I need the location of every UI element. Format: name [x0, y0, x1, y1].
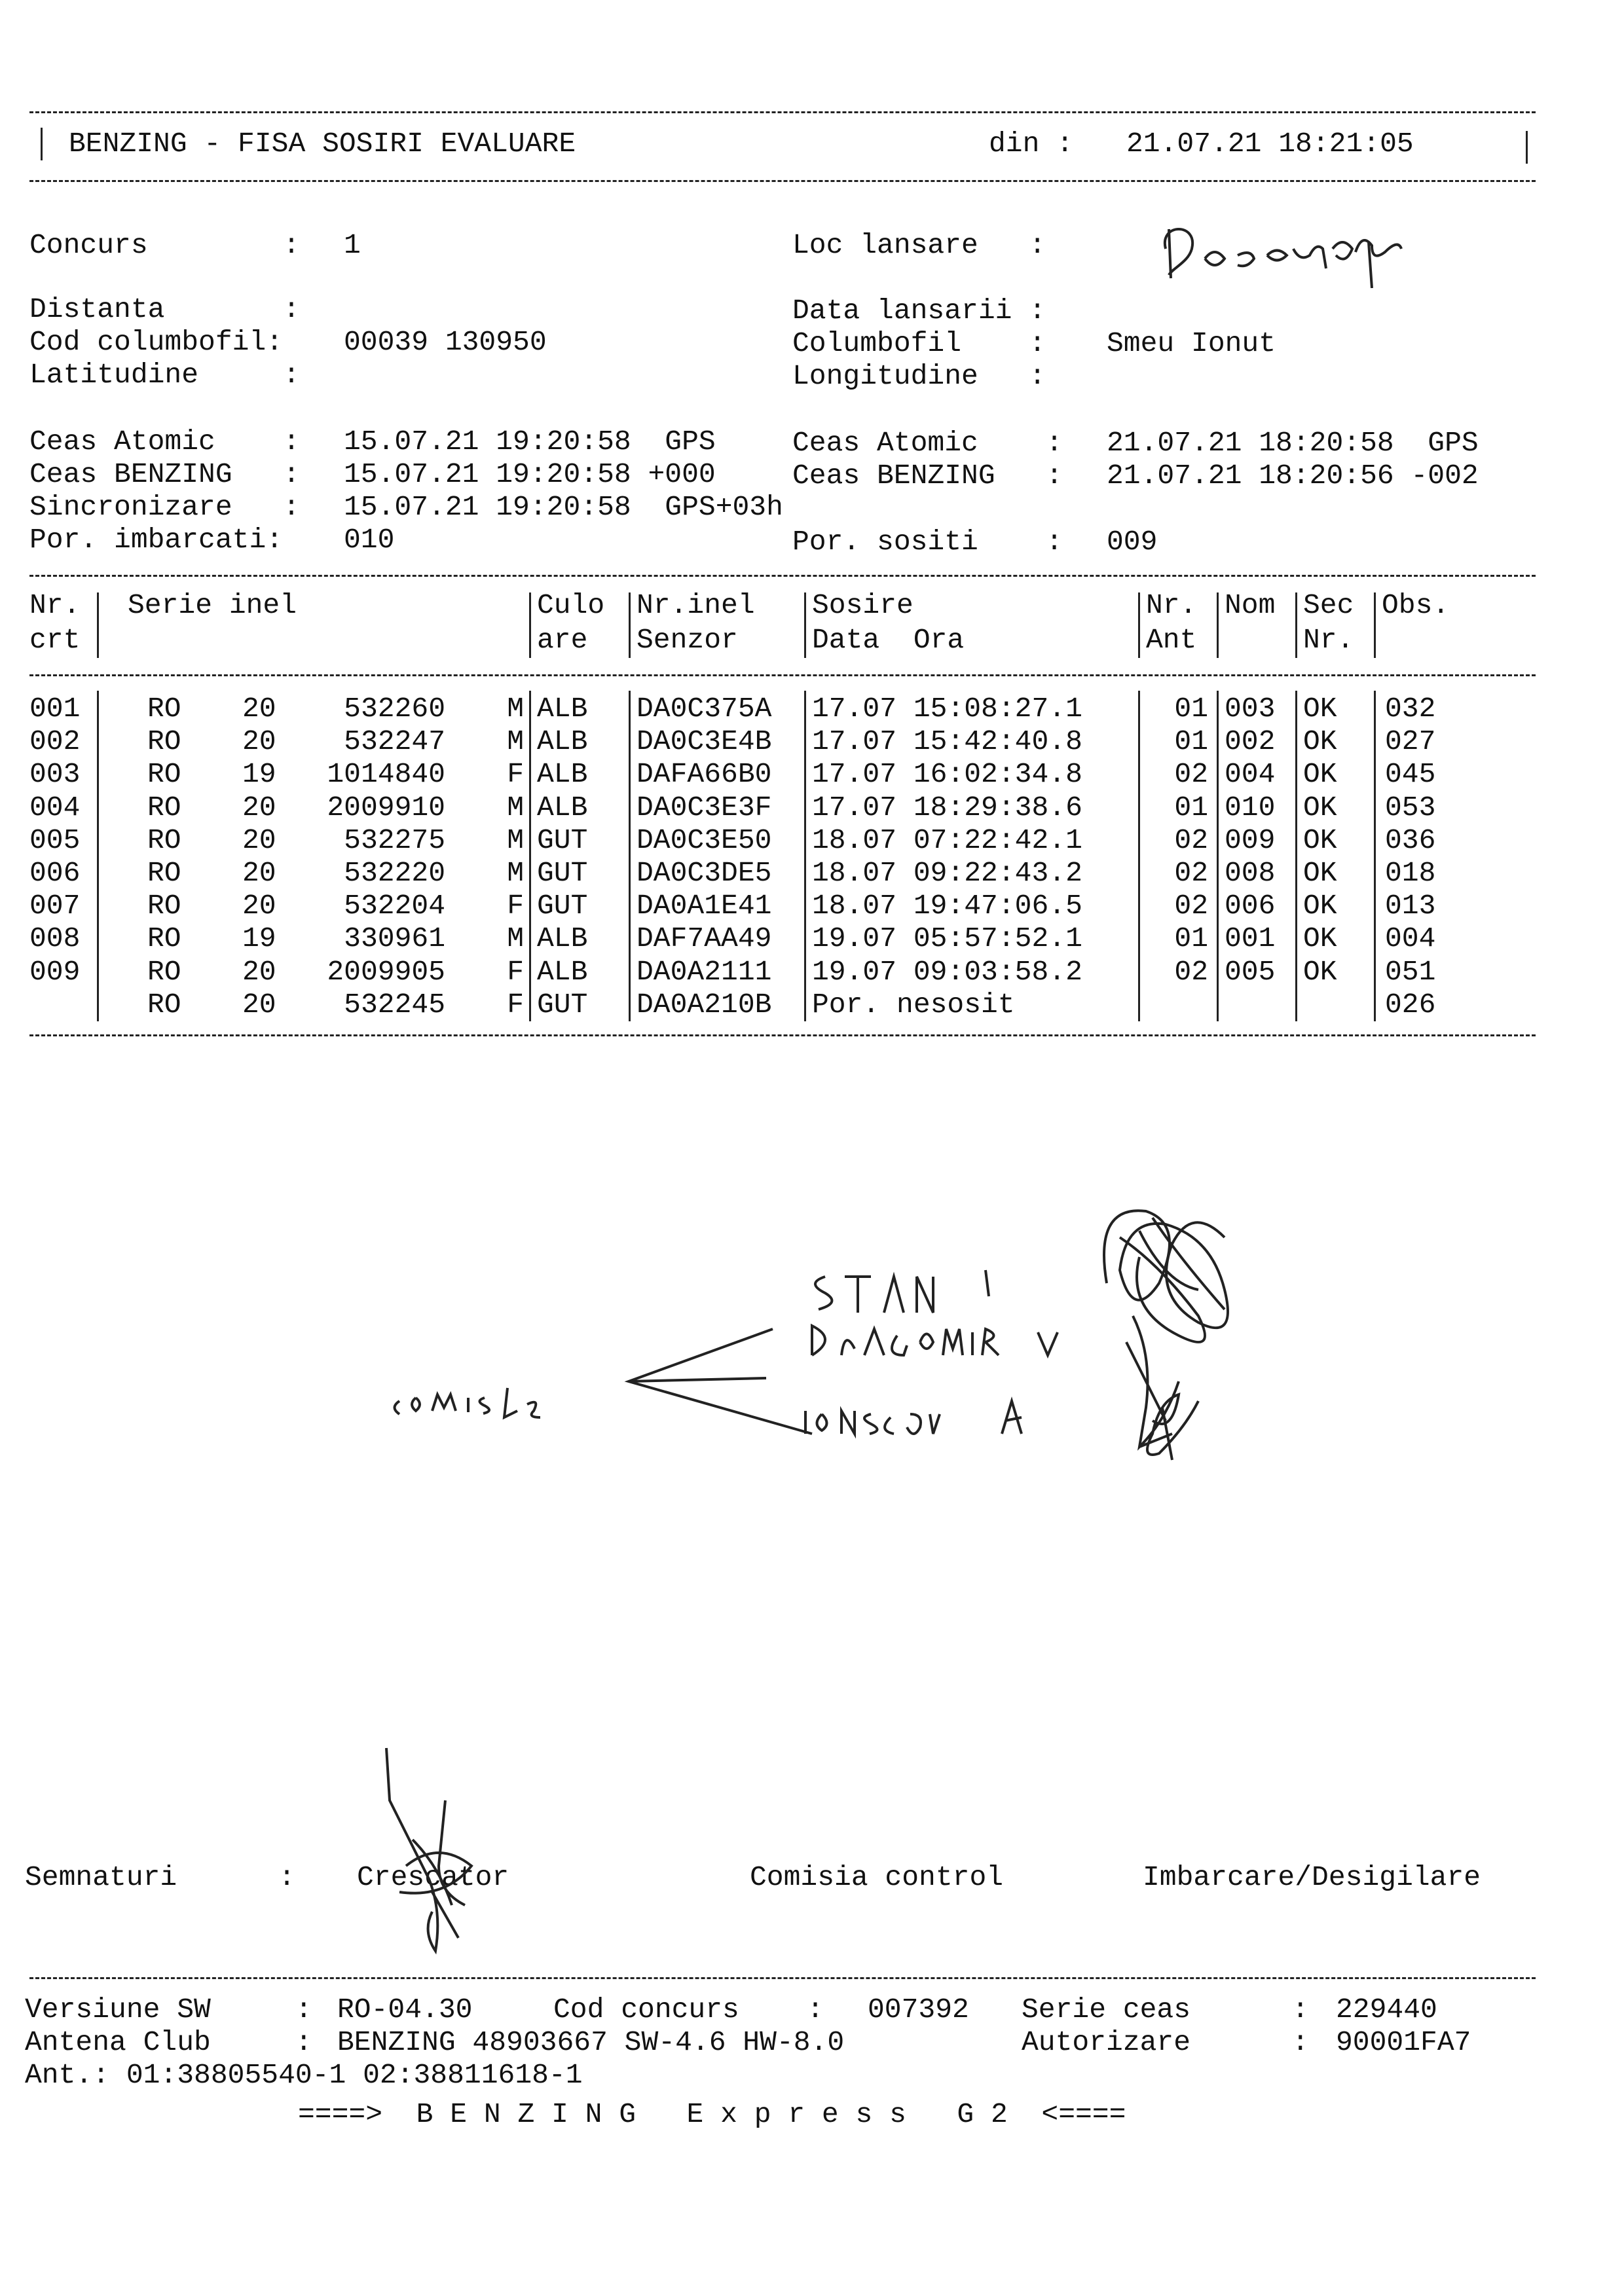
data-lansarii-label: Data lansarii : — [792, 295, 1046, 327]
cell-sex: F — [507, 758, 524, 791]
cod-columbofil-label: Cod columbofil: — [29, 326, 284, 358]
cell-country: RO — [147, 955, 181, 988]
antena-club-label: Antena Club : — [25, 2026, 312, 2058]
cell-crt: 006 — [29, 857, 81, 889]
col-header-sec-nr: Nr. — [1303, 624, 1354, 656]
cell-country: RO — [147, 791, 181, 824]
cell-ring: 532260 — [344, 693, 445, 725]
serie-ceas-label: Serie ceas : — [1022, 1994, 1309, 2026]
cell-sex: M — [507, 824, 524, 856]
cell-ant: 02 — [1174, 955, 1208, 988]
header-top-rule — [29, 111, 1536, 113]
por-sositi-label: Por. sositi : — [792, 526, 1063, 558]
cell-year: 20 — [242, 890, 276, 922]
cell-crt: 005 — [29, 824, 81, 856]
cell-nom: 005 — [1225, 955, 1276, 988]
col-header-data-ora: Data Ora — [812, 624, 965, 656]
cell-crt: 007 — [29, 890, 81, 922]
col-sep — [529, 691, 531, 1021]
cell-sensor: DA0A210B — [637, 988, 772, 1021]
cell-crt: 008 — [29, 922, 81, 955]
serie-ceas-value: 229440 — [1336, 1994, 1437, 2026]
cell-ant: 02 — [1174, 824, 1208, 856]
col-header-nr-inel: Nr.inel — [637, 589, 755, 621]
cell-sec: OK — [1303, 890, 1337, 922]
cell-sex: M — [507, 791, 524, 824]
cod-columbofil-value: 00039 130950 — [344, 326, 547, 358]
cell-arrival: 17.07 15:08:27.1 — [812, 693, 1082, 725]
cell-ring: 532247 — [344, 725, 445, 758]
col-header-sec: Sec — [1303, 589, 1354, 621]
comisia-control-label: Comisia control — [750, 1861, 1004, 1893]
cell-sec: OK — [1303, 725, 1337, 758]
cell-nom: 006 — [1225, 890, 1276, 922]
cell-ring: 330961 — [344, 922, 445, 955]
cell-ring: 1014840 — [327, 758, 445, 791]
cell-ant: 01 — [1174, 693, 1208, 725]
cell-color: GUT — [537, 988, 588, 1021]
cell-sec: OK — [1303, 955, 1337, 988]
col-sep — [629, 691, 631, 1021]
cell-ant: 01 — [1174, 922, 1208, 955]
cell-nom: 009 — [1225, 824, 1276, 856]
cell-sensor: DA0A1E41 — [637, 890, 772, 922]
cell-country: RO — [147, 922, 181, 955]
cell-nom: 010 — [1225, 791, 1276, 824]
cell-obs: 045 — [1385, 758, 1436, 791]
col-header-culo: Culo — [537, 589, 605, 621]
col-sep — [97, 592, 99, 658]
cell-sec: OK — [1303, 758, 1337, 791]
cell-color: ALB — [537, 922, 588, 955]
col-sep — [1295, 691, 1297, 1021]
cell-obs: 027 — [1385, 725, 1436, 758]
cell-year: 19 — [242, 922, 276, 955]
din-label: din : — [989, 128, 1074, 160]
cell-arrival: 17.07 15:42:40.8 — [812, 725, 1082, 758]
cell-crt: 003 — [29, 758, 81, 791]
col-header-obs: Obs. — [1382, 589, 1450, 621]
cell-ant: 02 — [1174, 758, 1208, 791]
loc-lansare-label: Loc lansare : — [792, 229, 1046, 261]
cell-sensor: DA0C3E4B — [637, 725, 772, 758]
cell-sex: M — [507, 693, 524, 725]
cell-sec: OK — [1303, 791, 1337, 824]
ceas-atomic-end-value: 21.07.21 18:20:58 GPS — [1107, 427, 1479, 459]
sincronizare-value: 15.07.21 19:20:58 GPS+03h — [344, 491, 783, 523]
cell-arrival: 18.07 19:47:06.5 — [812, 890, 1082, 922]
cell-arrival: 18.07 09:22:43.2 — [812, 857, 1082, 889]
cell-arrival: 19.07 09:03:58.2 — [812, 955, 1082, 988]
col-sep — [1374, 592, 1376, 658]
cell-year: 20 — [242, 693, 276, 725]
cell-nom: 002 — [1225, 725, 1276, 758]
cell-crt: 002 — [29, 725, 81, 758]
cell-color: ALB — [537, 693, 588, 725]
cell-color: GUT — [537, 824, 588, 856]
cell-obs: 036 — [1385, 824, 1436, 856]
cell-ant: 02 — [1174, 890, 1208, 922]
header-right-bar — [1526, 131, 1528, 164]
cell-country: RO — [147, 824, 181, 856]
por-sositi-value: 009 — [1107, 526, 1158, 558]
concurs-value: 1 — [344, 229, 361, 261]
loc-lansare-handwritten-signature — [1153, 210, 1454, 308]
col-sep — [529, 592, 531, 658]
cell-sex: F — [507, 955, 524, 988]
antena-club-value: BENZING 48903667 SW-4.6 HW-8.0 — [337, 2026, 845, 2058]
cell-color: ALB — [537, 955, 588, 988]
cell-year: 19 — [242, 758, 276, 791]
cell-ring: 532245 — [344, 988, 445, 1021]
cell-year: 20 — [242, 857, 276, 889]
cell-sex: M — [507, 922, 524, 955]
cell-country: RO — [147, 758, 181, 791]
cell-sec: OK — [1303, 693, 1337, 725]
autorizare-label: Autorizare : — [1022, 2026, 1309, 2058]
cell-year: 20 — [242, 791, 276, 824]
cell-sec: OK — [1303, 824, 1337, 856]
col-sep — [804, 691, 806, 1021]
latitudine-label: Latitudine : — [29, 359, 300, 391]
autorizare-value: 90001FA7 — [1336, 2026, 1471, 2058]
crescator-label: Crescator — [357, 1861, 509, 1893]
cell-ring: 532204 — [344, 890, 445, 922]
cell-sex: M — [507, 725, 524, 758]
cell-crt: 001 — [29, 693, 81, 725]
comisie-handwritten-note — [386, 1368, 570, 1427]
ceas-benzing-end-label: Ceas BENZING : — [792, 460, 1063, 492]
brand-line: ====> B E N Z I N G E x p r e s s G 2 <==== — [298, 2098, 1126, 2130]
cell-nom: 003 — [1225, 693, 1276, 725]
col-sep — [1295, 592, 1297, 658]
cell-color: ALB — [537, 725, 588, 758]
cell-ring: 532275 — [344, 824, 445, 856]
cell-sensor: DA0C3E3F — [637, 791, 772, 824]
ceas-atomic-start-value: 15.07.21 19:20:58 GPS — [344, 426, 716, 458]
cod-concurs-label: Cod concurs : — [553, 1994, 824, 2026]
ceas-benzing-start-value: 15.07.21 19:20:58 +000 — [344, 458, 716, 490]
versiune-sw-value: RO-04.30 — [337, 1994, 473, 2026]
cell-obs: 018 — [1385, 857, 1436, 889]
cell-ant: 02 — [1174, 857, 1208, 889]
cell-ant: 01 — [1174, 791, 1208, 824]
columbofil-label: Columbofil : — [792, 327, 1046, 359]
cell-ring: 532220 — [344, 857, 445, 889]
table-header-rule — [29, 674, 1536, 676]
col-sep — [1374, 691, 1376, 1021]
col-header-senzor: Senzor — [637, 624, 738, 656]
cell-sec: OK — [1303, 857, 1337, 889]
cell-sensor: DAF7AA49 — [637, 922, 772, 955]
cell-country: RO — [147, 725, 181, 758]
cod-concurs-value: 007392 — [868, 1994, 969, 2026]
cell-country: RO — [147, 857, 181, 889]
col-header-crt: crt — [29, 624, 81, 656]
columbofil-value: Smeu Ionut — [1107, 327, 1276, 359]
por-imbarcati-value: 010 — [344, 524, 395, 556]
col-header-nom: Nom — [1225, 589, 1276, 621]
col-header-are: are — [537, 624, 588, 656]
col-sep — [1138, 592, 1140, 658]
cell-arrival: 17.07 16:02:34.8 — [812, 758, 1082, 791]
cell-obs: 004 — [1385, 922, 1436, 955]
cell-obs: 026 — [1385, 988, 1436, 1021]
cell-arrival: 19.07 05:57:52.1 — [812, 922, 1082, 955]
col-sep — [97, 691, 99, 1021]
imbarcare-desigilare-label: Imbarcare/Desigilare — [1143, 1861, 1481, 1893]
ceas-atomic-end-label: Ceas Atomic : — [792, 427, 1063, 459]
cell-obs: 032 — [1385, 693, 1436, 725]
col-header-sosire: Sosire — [812, 589, 913, 621]
cell-sensor: DAFA66B0 — [637, 758, 772, 791]
cell-nom: 008 — [1225, 857, 1276, 889]
cell-year: 20 — [242, 725, 276, 758]
col-sep — [1138, 691, 1140, 1021]
col-sep — [1217, 592, 1219, 658]
cell-country: RO — [147, 693, 181, 725]
cell-color: ALB — [537, 758, 588, 791]
footer-rule — [29, 1977, 1536, 1979]
ceas-benzing-end-value: 21.07.21 18:20:56 -002 — [1107, 460, 1479, 492]
concurs-label: Concurs : — [29, 229, 300, 261]
cell-nom: 004 — [1225, 758, 1276, 791]
cell-color: GUT — [537, 857, 588, 889]
longitudine-label: Longitudine : — [792, 360, 1046, 392]
cell-sex: F — [507, 890, 524, 922]
cell-nom: 001 — [1225, 922, 1276, 955]
distanta-label: Distanta : — [29, 293, 300, 325]
sincronizare-label: Sincronizare : — [29, 491, 300, 523]
col-sep — [804, 592, 806, 658]
table-bottom-rule — [29, 1034, 1536, 1036]
cell-ant: 01 — [1174, 725, 1208, 758]
cell-sex: M — [507, 857, 524, 889]
cell-arrival: 17.07 18:29:38.6 — [812, 791, 1082, 824]
header-bottom-rule — [29, 180, 1536, 182]
cell-year: 20 — [242, 955, 276, 988]
cell-sensor: DA0A2111 — [637, 955, 772, 988]
col-sep — [629, 592, 631, 658]
cell-sensor: DA0C375A — [637, 693, 772, 725]
cell-crt: 004 — [29, 791, 81, 824]
cell-sensor: DA0C3DE5 — [637, 857, 772, 889]
cell-obs: 051 — [1385, 955, 1436, 988]
cell-obs: 013 — [1385, 890, 1436, 922]
crescator-signature — [367, 1741, 524, 1958]
col-sep — [1217, 691, 1219, 1021]
cell-sensor: DA0C3E50 — [637, 824, 772, 856]
cell-crt: 009 — [29, 955, 81, 988]
table-top-rule — [29, 575, 1536, 577]
cell-arrival: Por. nesosit — [812, 988, 1015, 1021]
ceas-benzing-start-label: Ceas BENZING : — [29, 458, 300, 490]
cell-country: RO — [147, 988, 181, 1021]
cell-obs: 053 — [1385, 791, 1436, 824]
ceas-atomic-start-label: Ceas Atomic : — [29, 426, 300, 458]
cell-ring: 2009910 — [327, 791, 445, 824]
cell-sec: OK — [1303, 922, 1337, 955]
cell-country: RO — [147, 890, 181, 922]
cell-ring: 2009905 — [327, 955, 445, 988]
commission-signatures-scribble — [1022, 1172, 1297, 1539]
por-imbarcati-label: Por. imbarcati: — [29, 524, 284, 556]
versiune-sw-label: Versiune SW : — [25, 1994, 312, 2026]
cell-arrival: 18.07 07:22:42.1 — [812, 824, 1082, 856]
cell-sex: F — [507, 988, 524, 1021]
header-left-bar — [41, 128, 43, 160]
col-header-nr-ant: Nr. — [1146, 589, 1197, 621]
report-title: BENZING - FISA SOSIRI EVALUARE — [69, 128, 576, 160]
col-header-serie-inel: Serie inel — [128, 589, 297, 621]
cell-color: GUT — [537, 890, 588, 922]
cell-color: ALB — [537, 791, 588, 824]
col-header-ant: Ant — [1146, 624, 1197, 656]
semnaturi-label: Semnaturi : — [25, 1861, 295, 1893]
report-datetime: 21.07.21 18:21:05 — [1126, 128, 1414, 160]
cell-year: 20 — [242, 824, 276, 856]
antenna-serials: Ant.: 01:38805540-1 02:38811618-1 — [25, 2059, 583, 2091]
cell-year: 20 — [242, 988, 276, 1021]
col-header-nr: Nr. — [29, 589, 81, 621]
